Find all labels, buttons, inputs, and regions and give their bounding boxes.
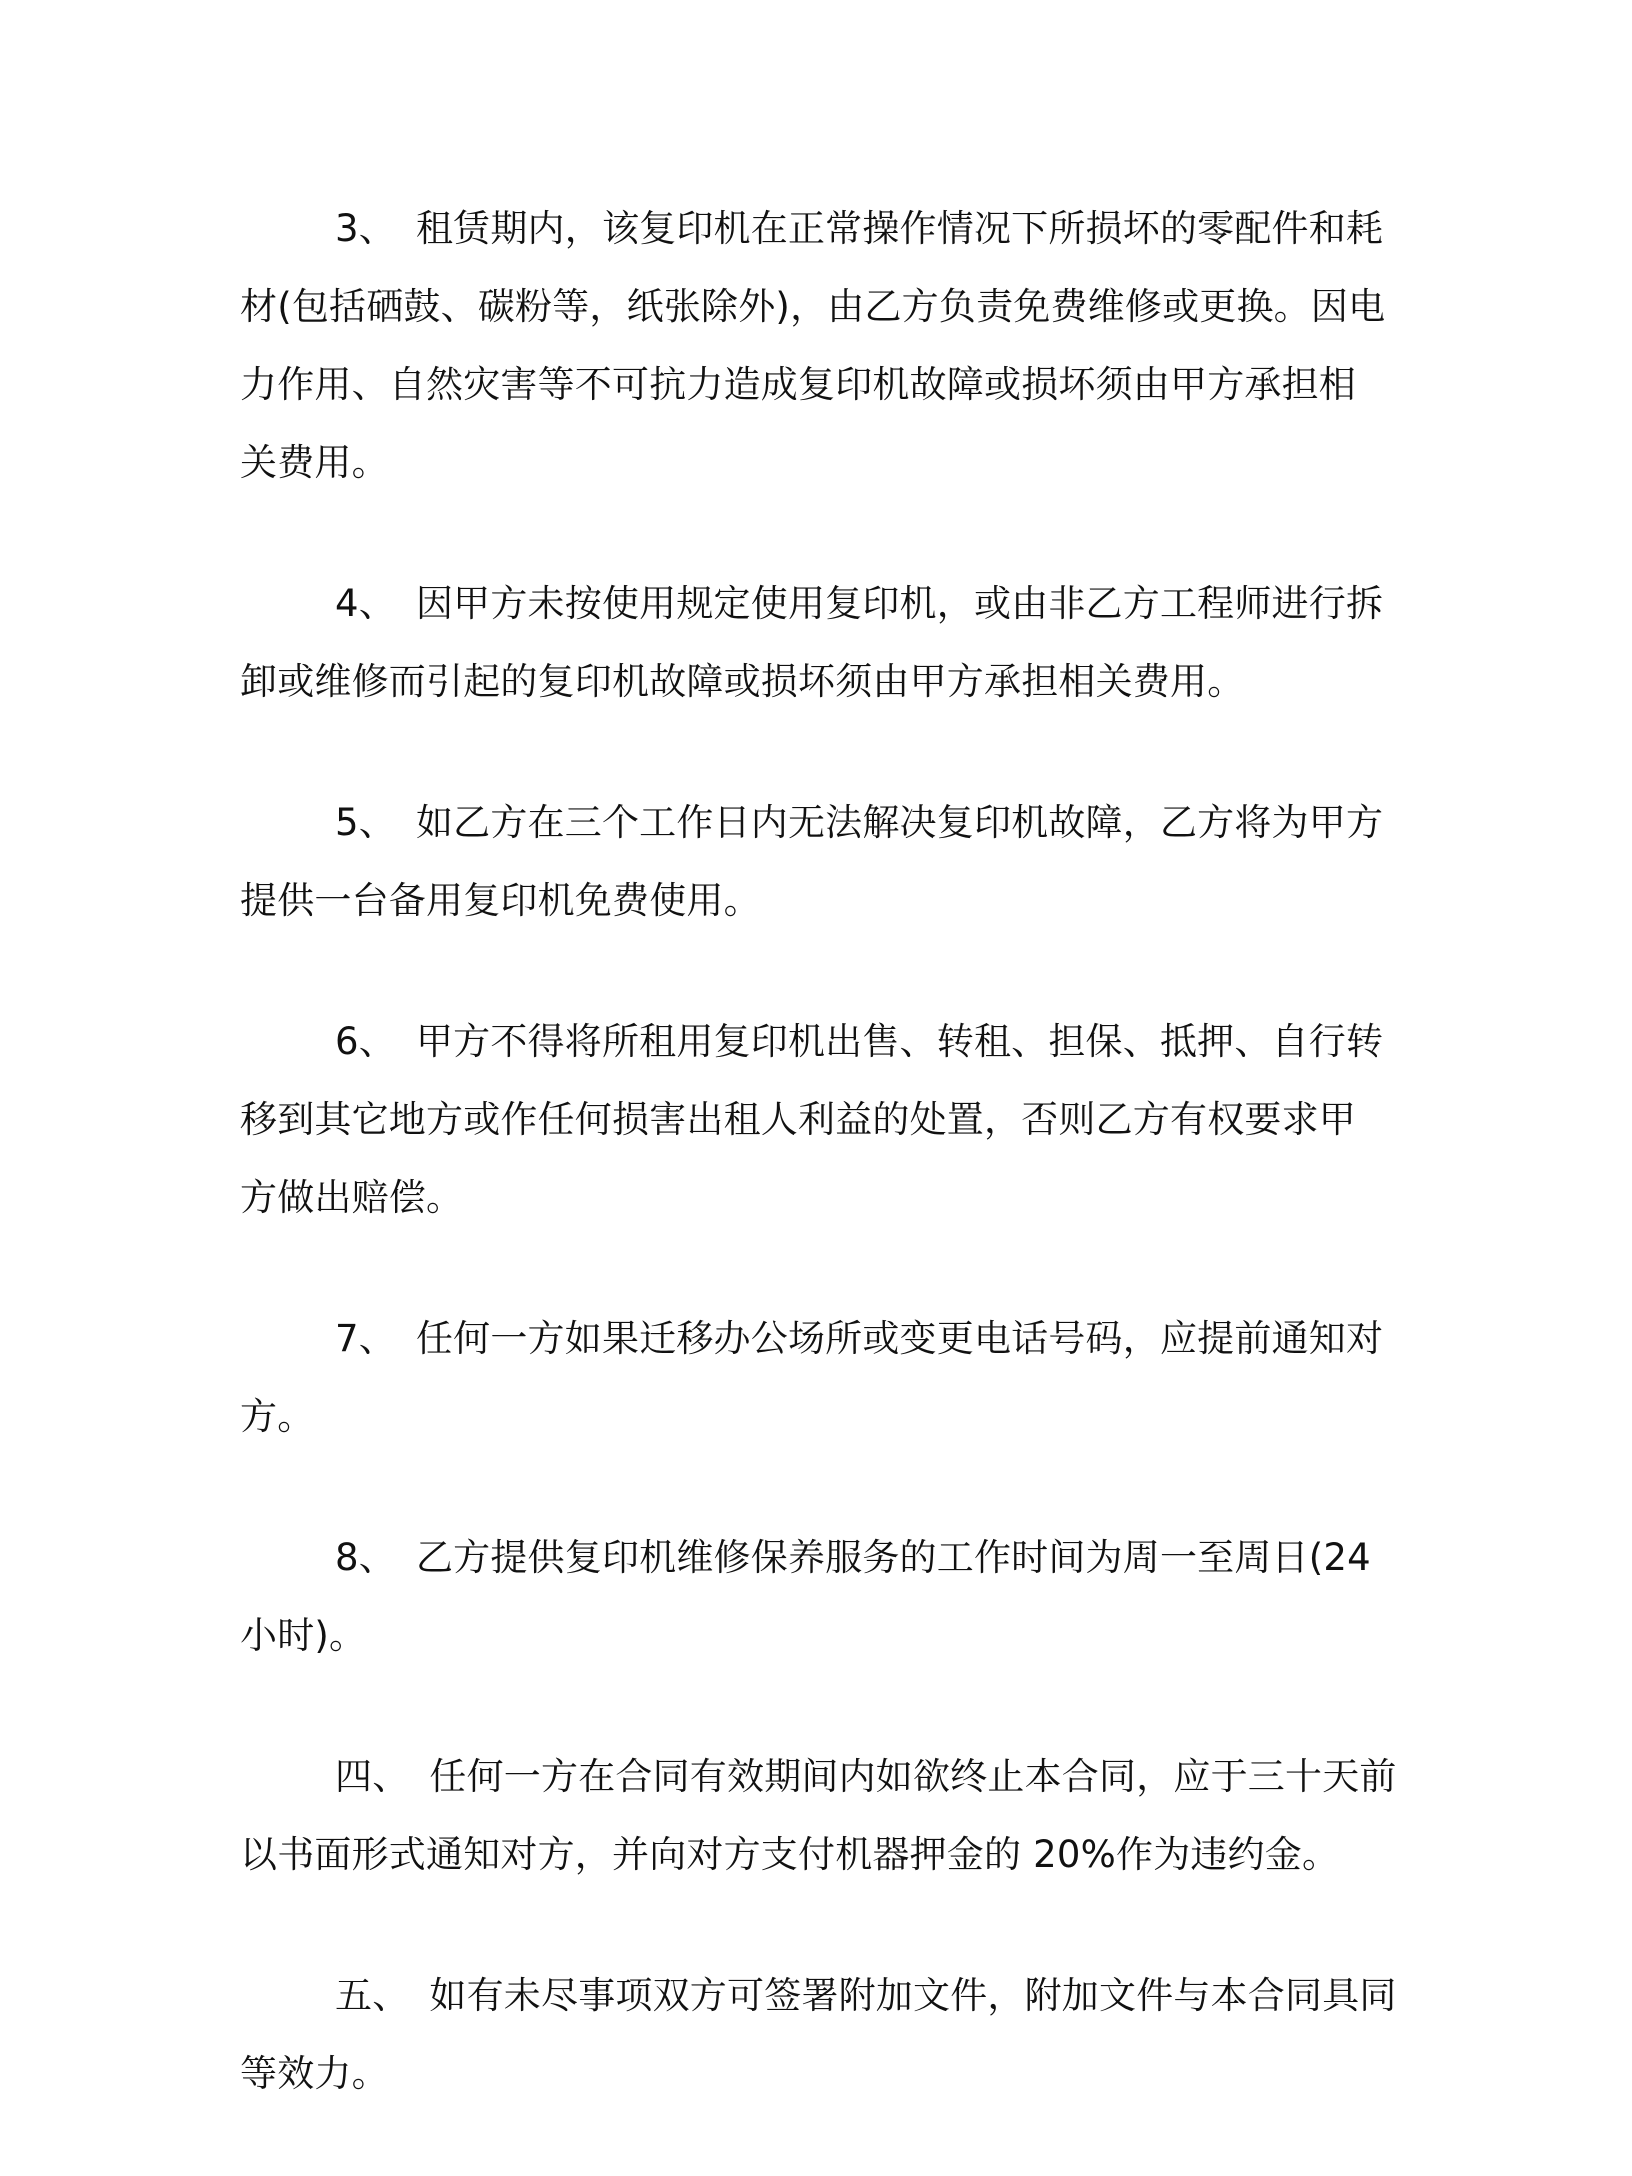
clause-5 — [240, 784, 1390, 940]
clause-line: 方。 — [240, 1395, 315, 1438]
clause-line: 卸或维修而引起的复印机故障或损坏须由甲方承担相关费用。 — [240, 660, 1245, 703]
clause-line: 以书面形式通知对方，并向对方支付机器押金的 20%作为违约金。 — [240, 1833, 1340, 1876]
clause-line: 因甲方未按使用规定使用复印机，或由非乙方工程师进行拆 — [415, 582, 1384, 625]
clause-number: 8 — [335, 1536, 359, 1579]
clause-separator: 、 — [372, 1755, 410, 1798]
clause-line: 乙方提供复印机维修保养服务的工作时间为周一至周日(24 — [415, 1536, 1371, 1579]
clause-8 — [240, 1519, 1390, 1675]
clause-number: 4 — [335, 582, 359, 625]
clause-3 — [240, 190, 1390, 502]
clause-line: 等效力。 — [240, 2052, 389, 2095]
clause-separator: 、 — [372, 1974, 410, 2017]
clause-number: 7 — [335, 1317, 359, 1360]
clause-separator: 、 — [358, 801, 396, 844]
clause-line: 关费用。 — [240, 441, 389, 484]
clause-line: 提供一台备用复印机免费使用。 — [240, 879, 761, 922]
clause-line: 移到其它地方或作任何损害出租人利益的处置，否则乙方有权要求甲 — [240, 1098, 1356, 1141]
clause-7 — [240, 1300, 1390, 1456]
clause-four — [240, 1738, 1397, 1894]
clause-separator: 、 — [358, 207, 396, 250]
clause-line: 方做出赔偿。 — [240, 1176, 464, 1219]
clause-line: 力作用、自然灾害等不可抗力造成复印机故障或损坏须由甲方承担相 — [240, 363, 1356, 406]
clause-line: 租赁期内，该复印机在正常操作情况下所损坏的零配件和耗 — [415, 207, 1384, 250]
clause-line: 材(包括硒鼓、碳粉等，纸张除外)，由乙方负责免费维修或更换。因电 — [240, 285, 1386, 328]
clause-4 — [240, 565, 1390, 721]
document-page — [240, 190, 1397, 2176]
clause-number: 5 — [335, 801, 359, 844]
clause-line: 小时)。 — [240, 1614, 367, 1657]
clause-number: 3 — [335, 207, 359, 250]
clause-separator: 、 — [358, 1020, 396, 1063]
clause-five — [240, 1957, 1397, 2113]
clause-separator: 、 — [358, 1536, 396, 1579]
clause-number: 四 — [335, 1755, 373, 1798]
clause-number: 五 — [335, 1974, 373, 2017]
clause-line: 任何一方在合同有效期间内如欲终止本合同，应于三十天前 — [429, 1755, 1397, 1798]
clause-separator: 、 — [358, 582, 396, 625]
clause-separator: 、 — [358, 1317, 396, 1360]
clause-line: 甲方不得将所租用复印机出售、转租、担保、抵押、自行转 — [415, 1020, 1384, 1063]
clause-6 — [240, 1003, 1390, 1237]
clause-number: 6 — [335, 1020, 359, 1063]
clause-line: 任何一方如果迁移办公场所或变更电话号码，应提前通知对 — [415, 1317, 1384, 1360]
clause-line: 如有未尽事项双方可签署附加文件，附加文件与本合同具同 — [429, 1974, 1397, 2017]
clause-line: 如乙方在三个工作日内无法解决复印机故障，乙方将为甲方 — [415, 801, 1384, 844]
